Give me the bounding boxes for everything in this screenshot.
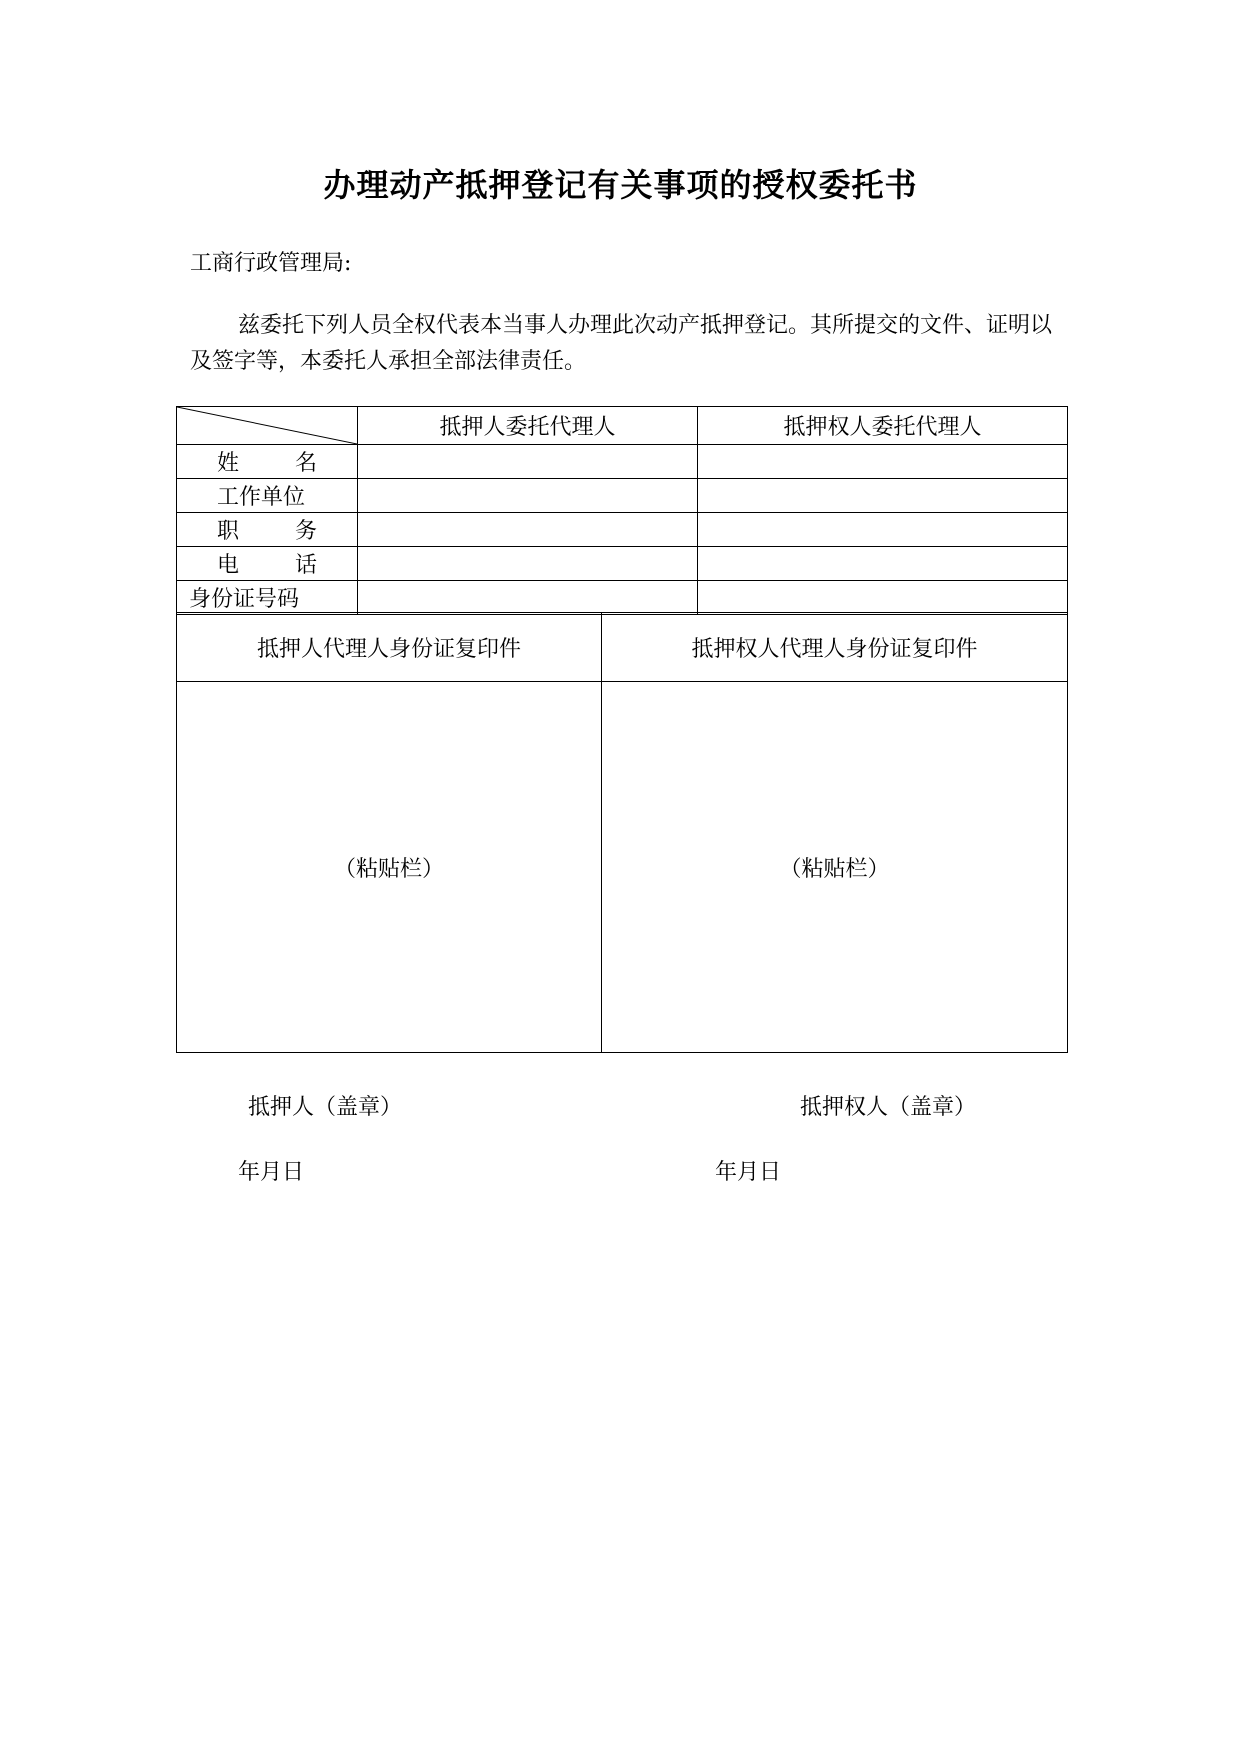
row-label-id-number [177, 581, 358, 615]
mortgagor-date-label: 年月日 [238, 1160, 305, 1185]
mortgagor-agent-phone-cell[interactable] [358, 547, 698, 581]
mortgagee-agent-paste-area[interactable]: （粘贴栏） [602, 682, 1068, 1053]
id-copy-table [176, 612, 1068, 1053]
mortgagee-agent-name-cell[interactable] [698, 445, 1068, 479]
mortgagor-agent-id-number-cell[interactable] [358, 581, 698, 615]
row-label-phone-char2: 话 [294, 553, 317, 578]
table-row-employer [177, 479, 1068, 513]
agent-table-header-row [177, 407, 1068, 445]
mortgagee-date-label: 年月日 [715, 1160, 782, 1185]
row-label-id-number-text: 身份证号码 [189, 587, 300, 612]
mortgagor-agent-name-cell[interactable] [358, 445, 698, 479]
row-label-position [177, 513, 358, 547]
mortgagee-agent-employer-cell[interactable] [698, 479, 1068, 513]
mortgagor-seal-label: 抵押人（盖章） [248, 1095, 403, 1120]
row-label-employer [177, 479, 358, 513]
mortgagee-agent-id-number-cell[interactable] [698, 581, 1068, 615]
id-copy-paste-row [177, 682, 1068, 1053]
row-label-employer-text: 工作单位 [217, 485, 306, 510]
mortgagee-agent-position-cell[interactable] [698, 513, 1068, 547]
diagonal-header-cell [177, 407, 358, 445]
table-row-phone [177, 547, 1068, 581]
mortgagor-agent-id-copy-header: 抵押人代理人身份证复印件 [177, 613, 602, 682]
mortgagee-agent-phone-cell[interactable] [698, 547, 1068, 581]
addressee: 工商行政管理局: [190, 251, 352, 276]
mortgagor-agent-paste-area[interactable]: （粘贴栏） [177, 682, 602, 1053]
diagonal-line [177, 407, 357, 444]
row-label-phone [177, 547, 358, 581]
row-label-position-char2: 务 [294, 519, 317, 544]
table-row-name [177, 445, 1068, 479]
row-label-position-char1: 职 [217, 519, 240, 544]
table-row-position [177, 513, 1068, 547]
agent-info-table [176, 406, 1068, 615]
row-label-name [177, 445, 358, 479]
table-row-id-number [177, 581, 1068, 615]
row-label-name-char2: 名 [294, 451, 317, 476]
mortgagor-agent-position-cell[interactable] [358, 513, 698, 547]
authorization-statement: 兹委托下列人员全权代表本当事人办理此次动产抵押登记。其所提交的文件、证明以及签字等，本委托人承担全部法律责任。 [190, 313, 1053, 374]
mortgagor-agent-employer-cell[interactable] [358, 479, 698, 513]
column-header-mortgagor-agent: 抵押人委托代理人 [358, 407, 698, 445]
column-header-mortgagee-agent: 抵押权人委托代理人 [698, 407, 1068, 445]
mortgagee-seal-label: 抵押权人（盖章） [800, 1095, 977, 1120]
id-copy-header-row [177, 613, 1068, 682]
row-label-phone-char1: 电 [217, 553, 240, 578]
document-title: 办理动产抵押登记有关事项的授权委托书 [323, 166, 918, 204]
row-label-name-char1: 姓 [217, 451, 240, 476]
mortgagee-agent-id-copy-header: 抵押权人代理人身份证复印件 [602, 613, 1068, 682]
